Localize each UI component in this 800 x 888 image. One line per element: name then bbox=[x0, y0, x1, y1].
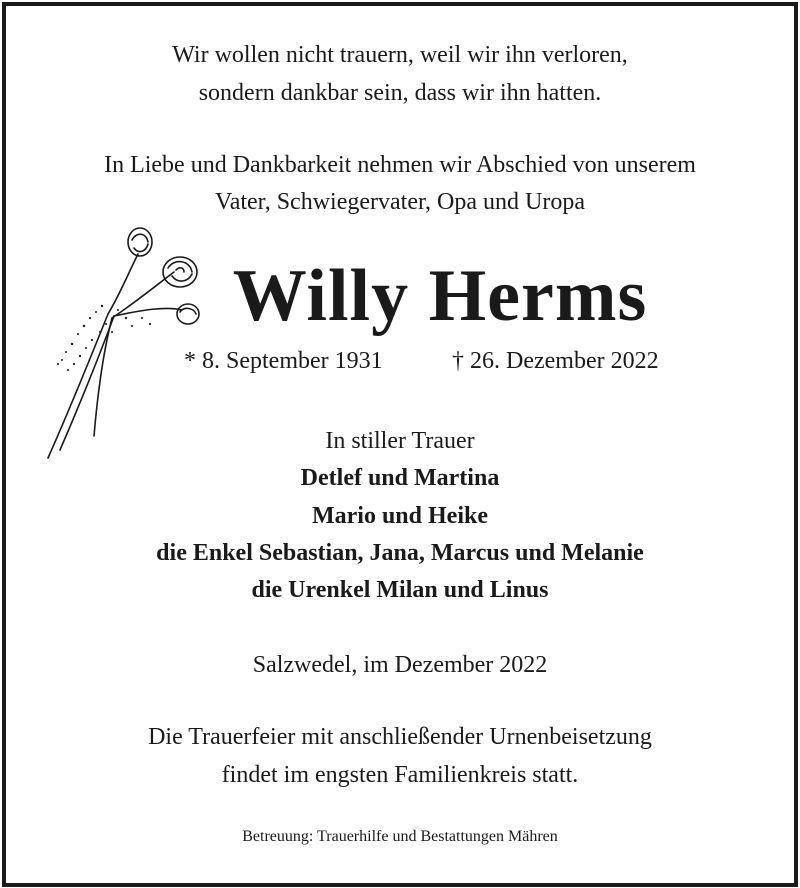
deceased-name: Willy Herms bbox=[232, 255, 648, 337]
intro-line-1: In Liebe und Dankbarkeit nehmen wir Abschied von unserem bbox=[104, 152, 696, 178]
place-date: Salzwedel, im Dezember 2022 bbox=[252, 652, 548, 678]
death-date: † 26. Dezember 2022 bbox=[452, 348, 659, 374]
care-note: Betreuung: Trauerhilfe und Bestattungen Mähren bbox=[242, 828, 558, 845]
mourner-line-4: die Urenkel Milan und Linus bbox=[251, 577, 549, 603]
motto-line-2: sondern dankbar sein, dass wir ihn hatten. bbox=[198, 80, 602, 106]
mourning-heading: In stiller Trauer bbox=[325, 428, 475, 454]
funeral-line-1: Die Trauerfeier mit anschließender Urnenbeisetzung bbox=[148, 724, 652, 750]
motto-line-1: Wir wollen nicht trauern, weil wir ihn verloren, bbox=[172, 42, 628, 68]
mourner-line-1: Detlef und Martina bbox=[300, 465, 500, 491]
mourner-line-3: die Enkel Sebastian, Jana, Marcus und Melanie bbox=[156, 540, 644, 566]
rose-bouquet-icon bbox=[42, 214, 212, 464]
funeral-line-2: findet im engsten Familienkreis statt. bbox=[221, 762, 579, 788]
birth-date: * 8. September 1931 bbox=[184, 348, 383, 374]
obituary-frame bbox=[2, 2, 798, 887]
mourner-line-2: Mario und Heike bbox=[311, 503, 488, 529]
intro-line-2: Vater, Schwiegervater, Opa und Uropa bbox=[215, 189, 585, 215]
